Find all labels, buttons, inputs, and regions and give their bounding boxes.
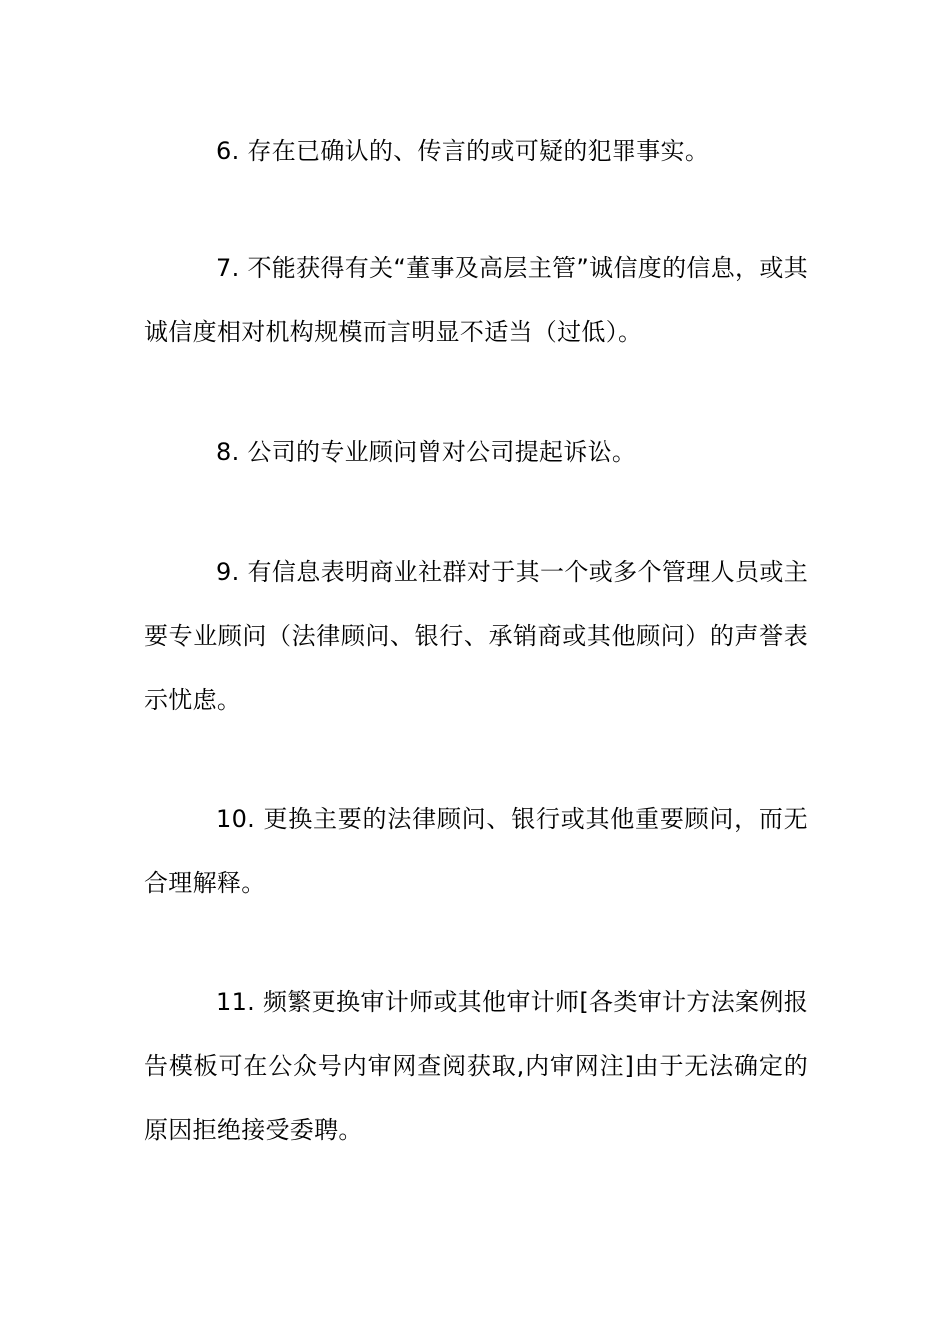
paragraph-item-7: 7. 不能获得有关“董事及高层主管”诚信度的信息，或其诚信度相对机构规模而言明显不适当（过低）。 [144, 254, 808, 346]
paragraph-item-6: 6. 存在已确认的、传言的或可疑的犯罪事实。 [216, 137, 710, 165]
paragraph-item-11: 11. 频繁更换审计师或其他审计师[各类审计方法案例报告模板可在公众号内审网查阅获取,内审网注]由于无法确定的原因拒绝接受委聘。 [144, 988, 808, 1144]
paragraph-item-8: 8. 公司的专业顾问曾对公司提起诉讼。 [216, 438, 637, 466]
paragraph-item-10: 10. 更换主要的法律顾问、银行或其他重要顾问，而无合理解释。 [144, 805, 808, 897]
paragraph-item-9: 9. 有信息表明商业社群对于其一个或多个管理人员或主要专业顾问（法律顾问、银行、承销商或其他顾问）的声誉表示忧虑。 [144, 558, 808, 714]
